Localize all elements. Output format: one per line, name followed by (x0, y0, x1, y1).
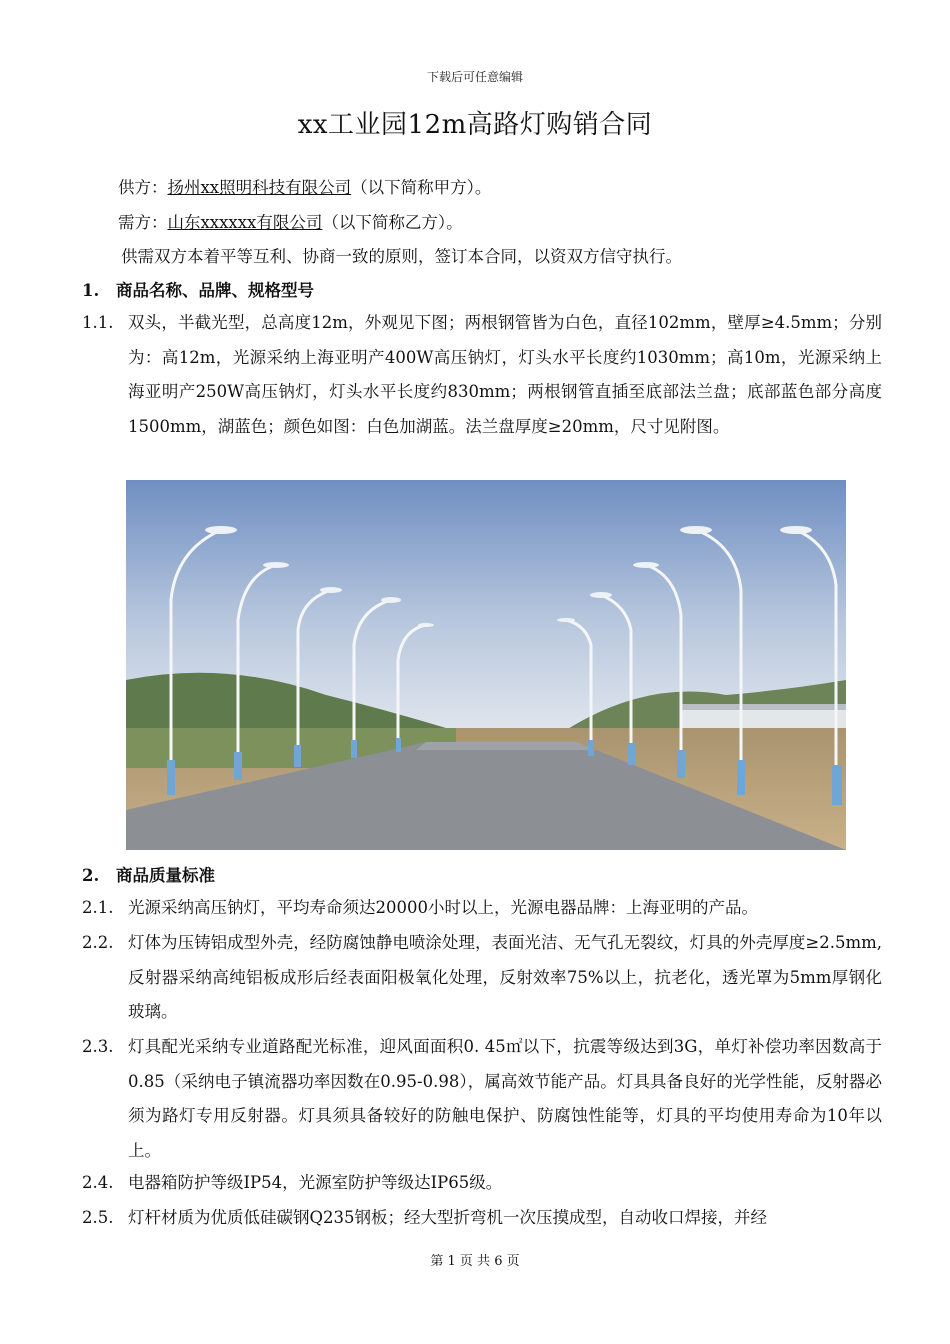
clause-number: 2.2. (82, 933, 114, 952)
clause-2-5 (82, 1201, 882, 1236)
street-lamp-photo (126, 480, 846, 850)
clause-2-1 (82, 891, 882, 926)
section-2-heading (82, 862, 215, 886)
clause-number: 2.3. (82, 1037, 114, 1056)
buyer-label: 需方： (118, 213, 168, 232)
clause-number: 2.5. (82, 1208, 114, 1227)
clause-text: 灯具配光采纳专业道路配光标准，迎风面面积0. 45㎡以下，抗震等级达到3G，单灯补偿功率因数高于0.85（采纳电子镇流器功率因数在0.95-0.98），属高效节能产品。灯具具备良好的光学性能，反射器必须为路灯专用反射器。灯具须具备较好的防触电保护、防腐蚀性能等，灯具的平均使用寿命为10年以上。 (128, 1037, 882, 1160)
clause-2-4 (82, 1166, 882, 1201)
clause-number: 2.4. (82, 1173, 114, 1192)
supplier-name: 扬州xx照明科技有限公司 (167, 178, 352, 197)
supplier-line (118, 174, 491, 198)
clause-2-3 (82, 1030, 882, 1168)
page-footer: 第 1 页 共 6 页 (430, 1254, 520, 1269)
buyer-suffix: （以下简称乙方）。 (322, 213, 463, 232)
clause-text: 双头，半截光型，总高度12m，外观见下图；两根钢管皆为白色，直径102mm，壁厚≥4.5mm；分别为：高12m，光源采纳上海亚明产400W高压钠灯，灯头水平长度约1030mm；高10m，光源采纳上海亚明产250W高压钠灯，灯头水平长度约830mm；两根钢管直插至底部法兰盘；底部蓝色部分高度1500mm，湖蓝色；颜色如图：白色加湖蓝。法兰盘厚度≥20mm，尺寸见附图。 (128, 313, 882, 436)
buyer-name: 山东xxxxxx有限公司 (167, 213, 323, 232)
page-header: 下载后可任意编辑 (426, 70, 523, 84)
section-1-heading (82, 277, 314, 301)
buyer-line (118, 209, 463, 233)
supplier-suffix: （以下简称甲方）。 (351, 178, 492, 197)
clause-text: 灯体为压铸铝成型外壳，经防腐蚀静电喷涂处理，表面光洁、无气孔无裂纹，灯具的外壳厚度≥2.5mm,反射器采纳高纯铝板成形后经表面阳极氧化处理，反射效率75%以上，抗老化，透光罩为5mm厚钢化玻璃。 (128, 933, 882, 1021)
section-title: 商品质量标准 (116, 866, 215, 885)
clause-2-2 (82, 926, 882, 1030)
section-title: 商品名称、品牌、规格型号 (116, 281, 314, 300)
section-number: 2. (82, 866, 100, 885)
clause-text: 光源采纳高压钠灯，平均寿命须达20000小时以上，光源电器品牌：上海亚明的产品。 (128, 898, 758, 917)
section-number: 1. (82, 281, 100, 300)
intro-paragraph: 供需双方本着平等互利、协商一致的原则，签订本合同，以资双方信守执行。 (121, 247, 682, 266)
clause-number: 1.1. (82, 313, 114, 332)
clause-1-1 (82, 306, 882, 444)
supplier-label: 供方： (118, 178, 168, 197)
clause-text: 电器箱防护等级IP54，光源室防护等级达IP65级。 (128, 1173, 503, 1192)
clause-text: 灯杆材质为优质低硅碳钢Q235钢板；经大型折弯机一次压摸成型，自动收口焊接，并经 (128, 1208, 768, 1227)
clause-number: 2.1. (82, 898, 114, 917)
document-title: xx工业园12m高路灯购销合同 (297, 110, 653, 140)
